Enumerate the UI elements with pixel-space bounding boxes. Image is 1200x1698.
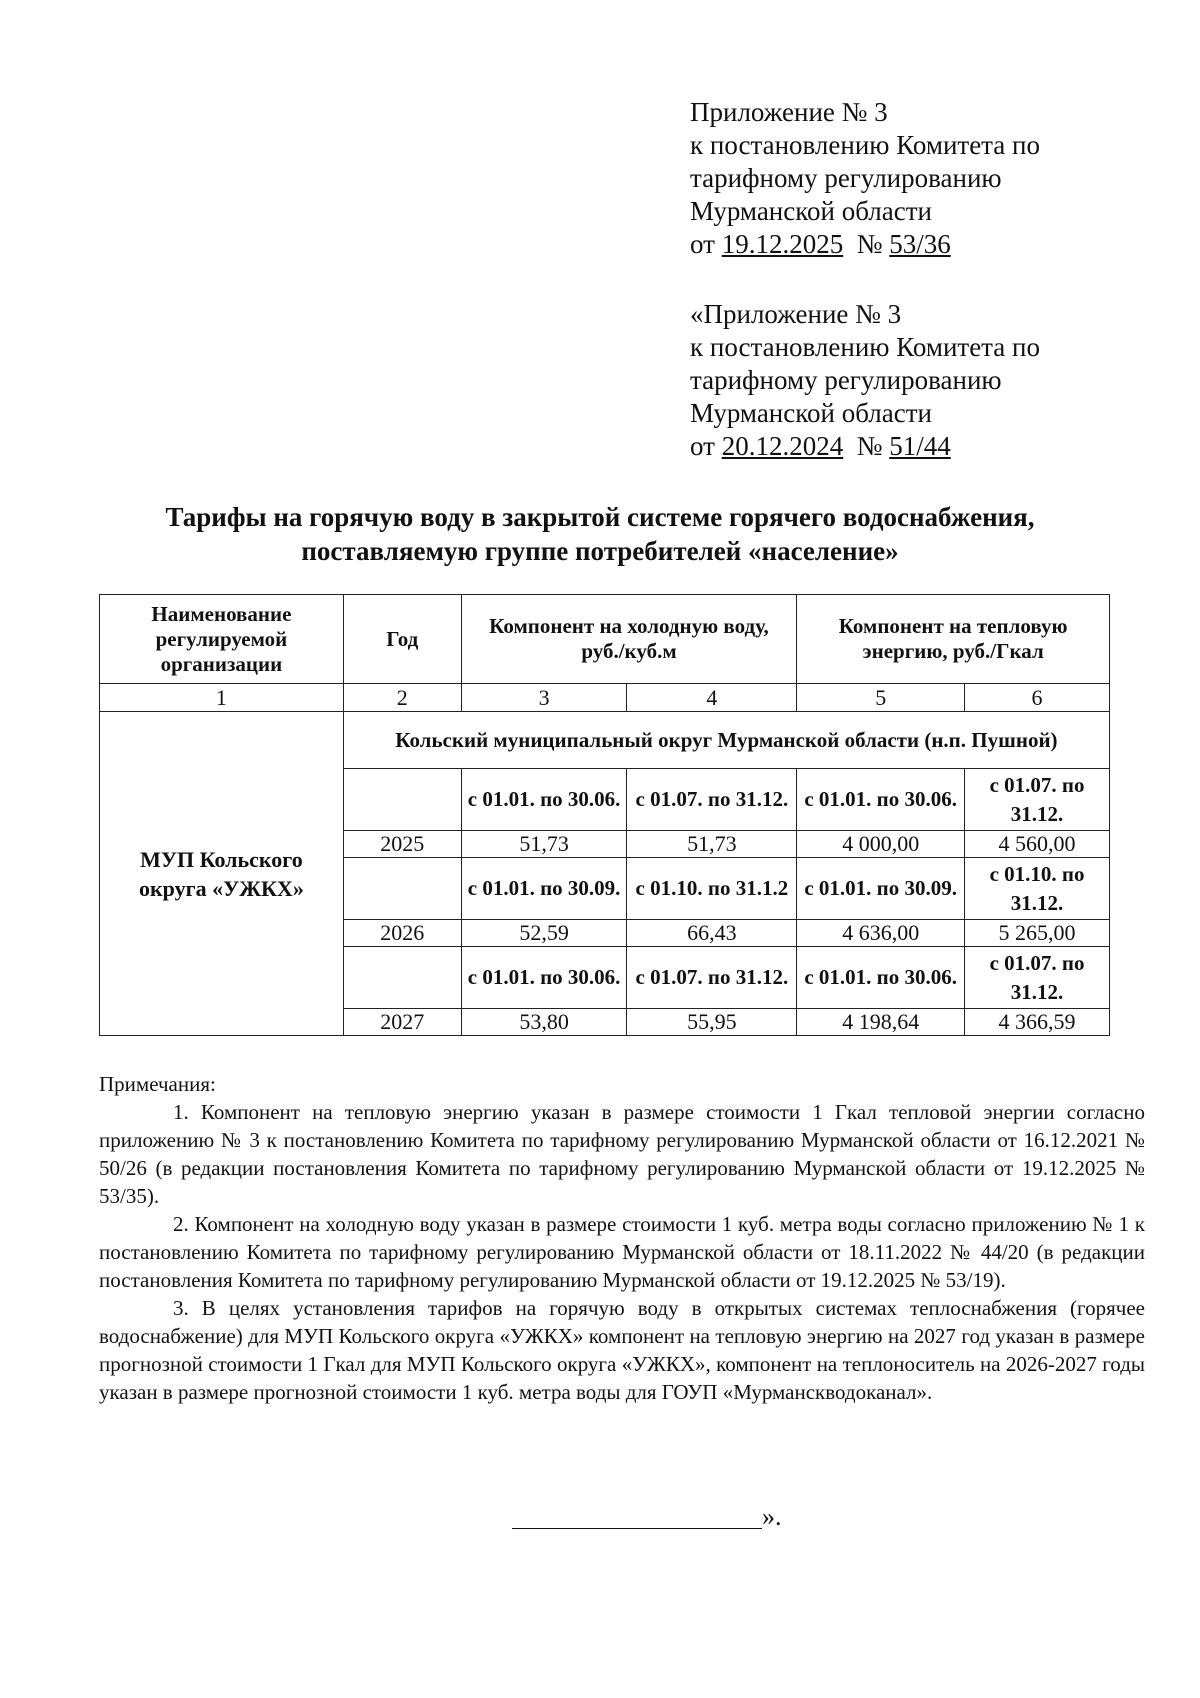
value-cell: 4 636,00: [797, 920, 965, 947]
period-cell: с 01.01. по 30.06.: [797, 769, 965, 831]
value-cell: 4 560,00: [965, 831, 1110, 858]
appendix-date: 20.12.2024: [721, 431, 844, 461]
period-cell: с 01.01. по 30.06.: [461, 769, 627, 831]
value-cell: 52,59: [461, 920, 627, 947]
value-cell: 66,43: [627, 920, 797, 947]
period-cell: с 01.01. по 30.06.: [461, 947, 627, 1009]
value-cell: 51,73: [461, 831, 627, 858]
header-heat: Компонент на тепловую энергию, руб./Гкал: [797, 595, 1110, 684]
value-cell: 5 265,00: [965, 920, 1110, 947]
appendix-line: Мурманской области: [690, 398, 932, 428]
appendix-line: тарифному регулированию: [690, 163, 1002, 193]
appendix-line: к постановлению Комитета по: [690, 332, 1040, 362]
appendix-label: Приложение № 3: [690, 97, 888, 127]
header-row: [100, 595, 1110, 684]
period-year-empty: [343, 947, 461, 1009]
tariff-table: [99, 594, 1110, 1036]
year-cell: 2025: [343, 831, 461, 858]
period-cell: с 01.07. по 31.12.: [965, 947, 1110, 1009]
period-cell: с 01.01. по 30.09.: [461, 858, 627, 920]
column-number: 2: [343, 684, 461, 712]
header-org: Наименование регулируемой организации: [100, 595, 344, 684]
period-cell: с 01.01. по 30.09.: [797, 858, 965, 920]
value-cell: 51,73: [627, 831, 797, 858]
document-title: [100, 500, 1100, 568]
year-cell: 2026: [343, 920, 461, 947]
notes-section: [99, 1070, 1145, 1406]
period-cell: с 01.07. по 31.12.: [627, 769, 797, 831]
appendix-line: тарифному регулированию: [690, 365, 1002, 395]
date-prefix: от: [690, 431, 722, 461]
appendix-number: 51/44: [889, 431, 951, 461]
number-prefix: №: [843, 229, 890, 259]
value-cell: 4 366,59: [965, 1009, 1110, 1036]
period-cell: с 01.07. по 31.12.: [965, 769, 1110, 831]
appendix-date-line: [690, 430, 1040, 463]
value-cell: 4 000,00: [797, 831, 965, 858]
period-cell: с 01.10. по 31.1.2: [627, 858, 797, 920]
header-year: Год: [343, 595, 461, 684]
column-number: 3: [461, 684, 627, 712]
appendix-line: к постановлению Комитета по: [690, 130, 1040, 160]
period-cell: с 01.07. по 31.12.: [627, 947, 797, 1009]
closing-quote: ».: [762, 1502, 782, 1531]
column-number-row: [100, 684, 1110, 712]
closing-mark: [512, 1502, 782, 1532]
header-cold-water: Компонент на холодную воду, руб./куб.м: [461, 595, 797, 684]
notes-heading: Примечания:: [99, 1072, 216, 1096]
region-row: [100, 712, 1110, 769]
value-cell: 55,95: [627, 1009, 797, 1036]
period-year-empty: [343, 769, 461, 831]
date-prefix: от: [690, 229, 722, 259]
appendix-number: 53/36: [889, 229, 951, 259]
year-cell: 2027: [343, 1009, 461, 1036]
region-name: Кольский муниципальный округ Мурманской области (н.п. Пушной): [343, 712, 1109, 769]
appendix-header-old: [690, 298, 1040, 463]
column-number: 1: [100, 684, 344, 712]
appendix-header-new: [690, 96, 1040, 261]
note-item: 3. В целях установления тарифов на горячую воду в открытых системах теплоснабжения (горячее водоснабжение) для МУП Кольского округа «УЖКХ» компонент на тепловую энергию на 2027 год указан в размере прогнозной стоимости 1 Гкал для МУП Кольского округа «УЖКХ», компонент на теплоноситель на 2026-2027 годы указан в размере прогнозной стоимости 1 куб. метра воды для ГОУП «Мурманскводоканал».: [99, 1296, 1145, 1404]
column-number: 5: [797, 684, 965, 712]
closing-rule: [512, 1528, 762, 1529]
note-item: 1. Компонент на тепловую энергию указан в размере стоимости 1 Гкал тепловой энергии согласно приложению № 3 к постановлению Комитета по тарифному регулированию Мурманской области от 16.12.2021 № 50/26 (в редакции постановления Комитета по тарифному регулированию Мурманской области от 19.12.2025 № 53/35).: [99, 1100, 1145, 1208]
organization-name: МУП Кольского округа «УЖКХ»: [100, 712, 344, 1036]
column-number: 4: [627, 684, 797, 712]
appendix-date-line: [690, 228, 1040, 261]
value-cell: 53,80: [461, 1009, 627, 1036]
period-year-empty: [343, 858, 461, 920]
note-item: 2. Компонент на холодную воду указан в размере стоимости 1 куб. метра воды согласно приложению № 1 к постановлению Комитета по тарифному регулированию Мурманской области от 18.11.2022 № 44/20 (в редакции постановления Комитета по тарифному регулированию Мурманской области от 19.12.2025 № 53/19).: [99, 1212, 1145, 1292]
value-cell: 4 198,64: [797, 1009, 965, 1036]
appendix-label: «Приложение № 3: [690, 299, 902, 329]
period-cell: с 01.10. по 31.12.: [965, 858, 1110, 920]
period-cell: с 01.01. по 30.06.: [797, 947, 965, 1009]
appendix-line: Мурманской области: [690, 196, 932, 226]
column-number: 6: [965, 684, 1110, 712]
appendix-date: 19.12.2025: [721, 229, 844, 259]
title-line: поставляемую группе потребителей «население»: [301, 536, 899, 566]
number-prefix: №: [843, 431, 890, 461]
title-line: Тарифы на горячую воду в закрытой системе горячего водоснабжения,: [165, 502, 1035, 532]
